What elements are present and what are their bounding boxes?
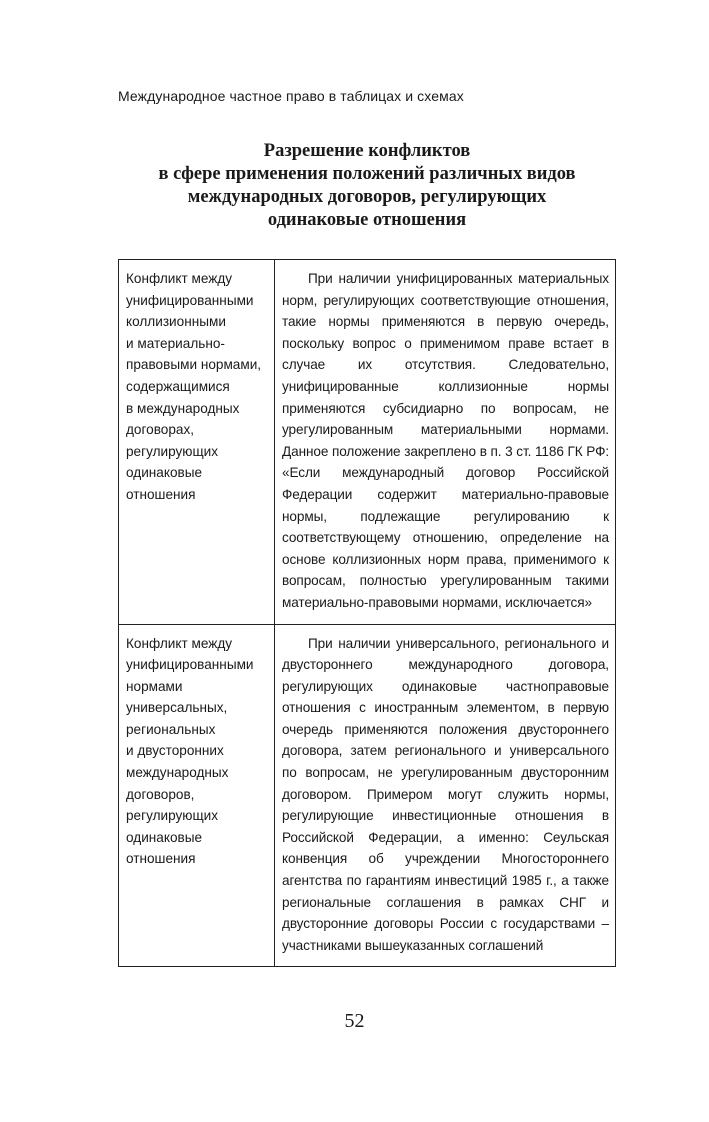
table-row [119, 624, 616, 967]
conflict-text: Конфликт между унифицированными нормами универсальных, региональных и двусторонних международных договоров, регулирующих одинаковые отношения [126, 635, 254, 867]
resolution-cell [275, 624, 616, 967]
title-line: одинаковые отношения [267, 210, 467, 230]
page-number: 52 [344, 1010, 365, 1032]
table-row [119, 260, 616, 625]
page-title [118, 140, 616, 232]
conflicts-table [118, 259, 616, 967]
conflict-text: Конфликт между унифицированными коллизионными и материально- правовыми нормами, содержащимися в международных договорах, регулирующих одинаковые отношения [126, 271, 262, 502]
resolution-text: При наличии унифицированных материальных норм, регулирующих соответствующие отношения, такие нормы применяются в первую очередь, поскольку вопрос о применимом праве встает в случае их отсутствия. Следовательно, унифицированные коллизионные нормы применяются субсидиарно по вопросам, не урегулированным материальными нормами. Данное положение закреплено в п. 3 ст. 1186 ГК РФ: «Если международный договор Российской Федерации содержит материально-правовые нормы, подлежащие регулированию к соответствующему отношению, определение на основе коллизионных норм права, применимого к вопросам, полностью урегулированным такими материально-правовыми нормами, исключается» [282, 271, 609, 610]
running-header: Международное частное право в таблицах и схемах [118, 88, 464, 104]
resolution-text: При наличии универсального, регионального и двустороннего международного договора, регулирующих одинаковые частноправовые отношения с иностранным элементом, в первую очередь применяются положения двустороннего договора, затем регионального и универсального по вопросам, не урегулированным двусторонним договором. Примером могут служить нормы, регулирующие инвестиционные отношения в Российской Федерации, а именно: Сеульская конвенция об учреждении Многостороннего агентства по гарантиям инвестиций 1985 г., а также региональные соглашения в рамках СНГ и двусторонние договоры России с государствами – участниками вышеуказанных соглашений [282, 635, 609, 953]
title-line: международных договоров, регулирующих [187, 187, 547, 207]
conflict-cell [119, 624, 275, 967]
resolution-cell [275, 260, 616, 625]
conflict-cell [119, 260, 275, 625]
title-line: Разрешение конфликтов [263, 141, 471, 161]
title-line: в сфере применения положений различных видов [158, 164, 576, 184]
